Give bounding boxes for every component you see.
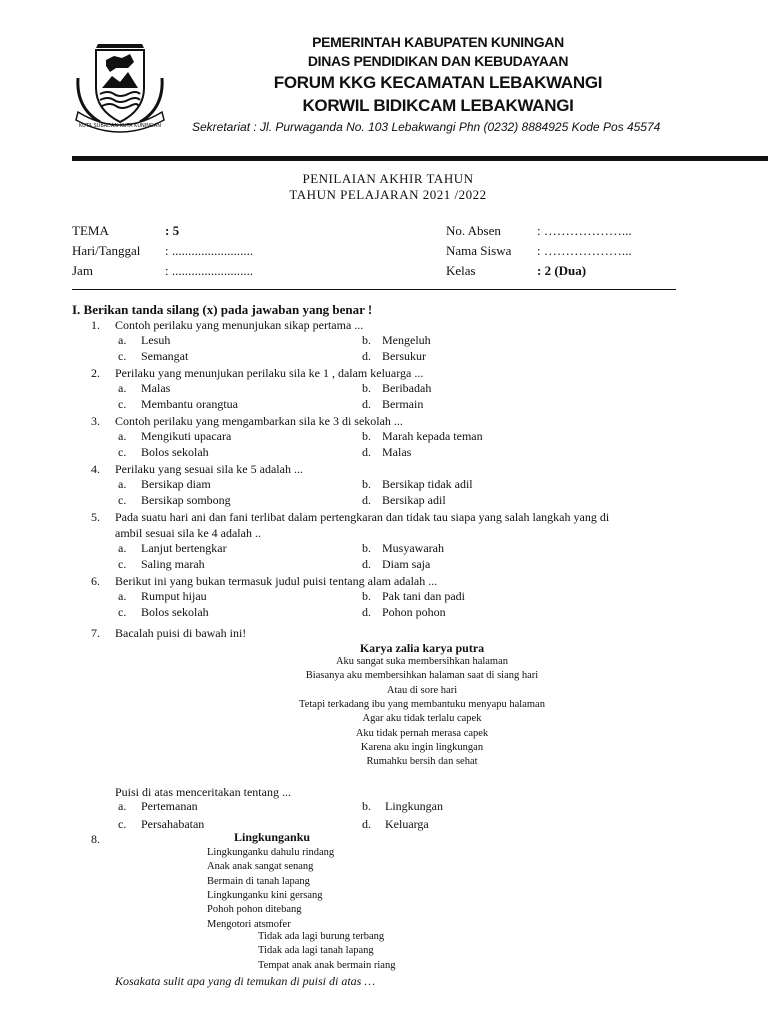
- option-a[interactable]: Pertemanan: [141, 799, 198, 813]
- question-number: 4.: [91, 462, 100, 476]
- info-label-absen: No. Absen: [446, 223, 501, 238]
- option-b-letter: b.: [362, 799, 371, 813]
- question-number: 3.: [91, 414, 100, 428]
- poem-title: Lingkunganku: [234, 830, 311, 844]
- question-number: 5.: [91, 510, 100, 524]
- option-a[interactable]: Malas: [141, 381, 171, 395]
- poem-line-indented: Tidak ada lagi burung terbang: [258, 931, 385, 942]
- question-text: Pada suatu hari ani dan fani terlibat dalam pertengkaran dan tidak tau siapa yang salah langkah yang di: [115, 510, 610, 524]
- question-number: 8.: [91, 832, 100, 846]
- info-label-tema: TEMA: [72, 223, 109, 238]
- poem-line: Tetapi terkadang ibu yang membantuku menyapu halaman: [299, 698, 545, 710]
- poem-line-indented: Tidak ada lagi tanah lapang: [258, 945, 374, 957]
- poem-line: Lingkunganku kini gersang: [207, 889, 323, 901]
- poem-line: Atau di sore hari: [386, 684, 458, 696]
- question-text-continued: ambil sesuai sila ke 4 adalah ..: [115, 526, 261, 540]
- question-text: Contoh perilaku yang menunjukan sikap pertama ...: [115, 318, 364, 332]
- option-a-letter: a.: [118, 541, 127, 555]
- school-year: TAHUN PELAJARAN 2021 /2022: [289, 187, 487, 202]
- option-d[interactable]: Malas: [382, 445, 412, 459]
- option-b-letter: b.: [362, 381, 371, 395]
- option-a-letter: a.: [118, 333, 127, 347]
- option-b[interactable]: Mengeluh: [382, 333, 431, 347]
- regency-logo: [70, 38, 170, 133]
- option-c[interactable]: Membantu orangtua: [141, 397, 238, 411]
- option-d-letter: d.: [362, 349, 371, 363]
- svg-text:KUTA SUBADAN KUTA KUNINGAN: KUTA SUBADAN KUTA KUNINGAN: [79, 123, 161, 129]
- option-c[interactable]: Saling marah: [141, 557, 205, 571]
- info-value-tema: : 5: [165, 223, 180, 238]
- option-b-letter: b.: [362, 477, 371, 491]
- info-label-date: Hari/Tanggal: [72, 243, 141, 258]
- question-text: Contoh perilaku yang mengambarkan sila ke 3 di sekolah ...: [115, 414, 403, 428]
- question-text: Berikut ini yang bukan termasuk judul puisi tentang alam adalah ...: [115, 574, 438, 588]
- option-a[interactable]: Bersikap diam: [141, 477, 211, 491]
- option-b-letter: b.: [362, 541, 371, 555]
- info-value-name[interactable]: : ………………...: [537, 243, 632, 258]
- poem-line: Aku tidak pernah merasa capek: [355, 727, 489, 739]
- option-c-letter: c.: [118, 493, 127, 507]
- poem-line: Bermain di tanah lapang: [207, 875, 310, 887]
- poem-title: Karya zalia karya putra: [359, 641, 485, 655]
- option-c-letter: c.: [118, 817, 127, 831]
- header-address: Sekretariat : Jl. Purwaganda No. 103 Lebakwangi Phn (0232) 8884925 Kode Pos 45574: [192, 120, 661, 134]
- info-value-date[interactable]: : .........................: [165, 243, 254, 258]
- info-value-class: : 2 (Dua): [537, 263, 587, 278]
- option-a-letter: a.: [118, 589, 127, 603]
- option-a[interactable]: Lesuh: [141, 333, 171, 347]
- option-c[interactable]: Persahabatan: [141, 817, 205, 831]
- option-a[interactable]: Lanjut bertengkar: [141, 541, 227, 555]
- info-value-time[interactable]: : .........................: [165, 263, 254, 278]
- info-label-name: Nama Siswa: [446, 243, 512, 258]
- question-prompt: Puisi di atas menceritakan tentang ...: [115, 785, 291, 799]
- option-c[interactable]: Bolos sekolah: [141, 605, 209, 619]
- poem-line: Pohoh pohon ditebang: [207, 904, 302, 916]
- info-label-time: Jam: [72, 263, 93, 278]
- question-number: 1.: [91, 318, 100, 332]
- option-a-letter: a.: [118, 799, 127, 813]
- option-d-letter: d.: [362, 445, 371, 459]
- option-b[interactable]: Beribadah: [382, 381, 432, 395]
- info-label-class: Kelas: [446, 263, 476, 278]
- question-number: 2.: [91, 366, 100, 380]
- option-c-letter: c.: [118, 445, 127, 459]
- option-d-letter: d.: [362, 397, 371, 411]
- poem-line: Agar aku tidak terlalu capek: [362, 713, 482, 725]
- option-a-letter: a.: [118, 381, 127, 395]
- question-prompt: Kosakata sulit apa yang di temukan di puisi di atas …: [115, 974, 375, 988]
- header-divider: [72, 156, 768, 161]
- header-government: PEMERINTAH KABUPATEN KUNINGAN: [312, 34, 564, 50]
- option-a-letter: a.: [118, 477, 127, 491]
- header-korwil: KORWIL BIDIKCAM LEBAKWANGI: [302, 96, 574, 115]
- option-b-letter: b.: [362, 589, 371, 603]
- exam-title: PENILAIAN AKHIR TAHUN: [302, 171, 474, 186]
- option-b[interactable]: Pak tani dan padi: [382, 589, 465, 603]
- option-c[interactable]: Bersikap sombong: [141, 493, 231, 507]
- poem-line: Karena aku ingin lingkungan: [360, 741, 484, 753]
- poem-line: Aku sangat suka membersihkan halaman: [335, 656, 509, 667]
- option-d[interactable]: Bersukur: [382, 349, 426, 363]
- option-c-letter: c.: [118, 349, 127, 363]
- option-b[interactable]: Bersikap tidak adil: [382, 477, 473, 491]
- option-b[interactable]: Lingkungan: [385, 799, 443, 813]
- option-c-letter: c.: [118, 557, 127, 571]
- header-forum: FORUM KKG KECAMATAN LEBAKWANGI: [273, 73, 603, 92]
- option-a[interactable]: Mengikuti upacara: [141, 429, 232, 443]
- option-d-letter: d.: [362, 557, 371, 571]
- question-text: Perilaku yang sesuai sila ke 5 adalah ...: [115, 462, 303, 476]
- option-c-letter: c.: [118, 397, 127, 411]
- option-d-letter: d.: [362, 605, 371, 619]
- option-a[interactable]: Rumput hijau: [141, 589, 207, 603]
- option-b-letter: b.: [362, 333, 371, 347]
- option-d[interactable]: Bersikap adil: [382, 493, 446, 507]
- option-b[interactable]: Marah kepada teman: [382, 429, 483, 443]
- option-b[interactable]: Musyawarah: [382, 541, 444, 555]
- header-department: DINAS PENDIDIKAN DAN KEBUDAYAAN: [307, 53, 569, 69]
- option-d[interactable]: Bermain: [382, 397, 424, 411]
- poem-line: Anak anak sangat senang: [207, 861, 314, 873]
- poem-line: Biasanya aku membersihkan halaman saat di siang hari: [305, 670, 539, 682]
- option-d[interactable]: Keluarga: [385, 817, 429, 831]
- poem-line: Lingkunganku dahulu rindang: [207, 847, 335, 858]
- info-divider: [72, 289, 676, 290]
- option-d-letter: d.: [362, 493, 371, 507]
- poem-line: Mengotori atsmofer: [207, 918, 291, 930]
- section-heading: I. Berikan tanda silang (x) pada jawaban yang benar !: [72, 302, 373, 317]
- option-d-letter: d.: [362, 817, 371, 831]
- option-c[interactable]: Semangat: [141, 349, 189, 363]
- question-text: Bacalah puisi di bawah ini!: [115, 626, 247, 640]
- option-b-letter: b.: [362, 429, 371, 443]
- question-number: 6.: [91, 574, 100, 588]
- option-d[interactable]: Pohon pohon: [382, 605, 446, 619]
- question-number: 7.: [91, 626, 100, 640]
- info-value-absen[interactable]: : ………………...: [537, 223, 632, 238]
- option-c-letter: c.: [118, 605, 127, 619]
- poem-line: Rumahku bersih dan sehat: [366, 756, 478, 768]
- question-text: Perilaku yang menunjukan perilaku sila ke 1 , dalam keluarga ...: [115, 366, 424, 380]
- option-c[interactable]: Bolos sekolah: [141, 445, 209, 459]
- option-d[interactable]: Diam saja: [382, 557, 431, 571]
- poem-line-indented: Tempat anak anak bermain riang: [258, 959, 396, 971]
- option-a-letter: a.: [118, 429, 127, 443]
